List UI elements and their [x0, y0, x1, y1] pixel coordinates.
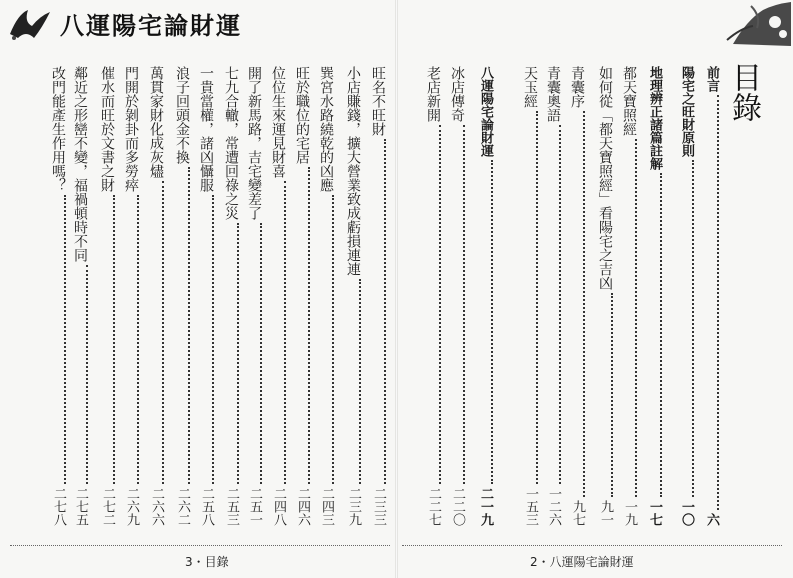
toc-entry[interactable] [522, 66, 538, 526]
toc-entry-page-number: 二五三 [224, 487, 239, 526]
toc-entry[interactable] [569, 66, 585, 526]
toc-entry[interactable] [72, 66, 88, 526]
toc-entry-page-number: 二七五 [73, 487, 88, 526]
toc-entry-page-number: 二二七 [426, 487, 441, 526]
toc-entry-title: 位位生來運見財喜 [270, 66, 286, 178]
toc-heading: 目錄 [726, 62, 761, 122]
toc-entry-page-number: 二五一 [247, 487, 262, 526]
dot-leader [188, 167, 190, 484]
dot-leader [284, 181, 286, 484]
toc-entry[interactable] [621, 66, 637, 526]
book-spine [395, 0, 398, 578]
toc-entry-title: 一貴當權，諸凶懾服 [198, 66, 214, 192]
toc-entry-title: 萬貫家財化成灰燼 [148, 66, 164, 178]
toc-entry[interactable] [123, 66, 139, 526]
toc-entry[interactable] [425, 66, 441, 526]
dot-leader [308, 167, 310, 484]
dot-leader [137, 195, 139, 484]
toc-entry[interactable] [370, 66, 386, 526]
toc-entry-page-number: 二二〇 [450, 487, 465, 526]
toc-entry[interactable] [99, 66, 115, 526]
toc-entry-title: 如何從「都天寶照經」看陽宅之吉凶 [597, 66, 613, 290]
toc-entry[interactable] [545, 66, 561, 526]
toc-entry-title: 開了新馬路，吉宅變差了 [246, 66, 262, 220]
dot-leader [463, 125, 465, 484]
dot-leader [439, 125, 441, 484]
toc-entry[interactable] [345, 66, 361, 526]
dot-leader [86, 265, 88, 484]
toc-entry-title: 門開於剝卦而多勞瘁 [123, 66, 139, 192]
toc-entry[interactable] [174, 66, 190, 526]
toc-entry-page-number: 一七 [647, 500, 662, 526]
toc-entry[interactable] [223, 66, 239, 526]
toc-entry-page-number: 二六二 [175, 487, 190, 526]
dot-leader [491, 160, 493, 484]
dot-leader [635, 139, 637, 497]
toc-entry-title: 都天寶照經 [621, 66, 637, 136]
toc-entry-page-number: 六 [704, 513, 719, 526]
dot-leader [260, 223, 262, 484]
toc-entry[interactable] [703, 66, 719, 526]
toc-entry-page-number: 九一 [598, 500, 613, 526]
brush-logo-icon [6, 4, 54, 44]
toc-entry-page-number: 二七二 [100, 487, 115, 526]
toc-entry[interactable] [148, 66, 164, 526]
dot-leader [559, 125, 561, 484]
toc-entry-title: 浪子回頭金不換 [174, 66, 190, 164]
toc-entry-title: 巽宮水路繞乾的凶應 [318, 66, 334, 192]
dot-leader [660, 173, 662, 497]
toc-entry-page-number: 一五三 [523, 487, 538, 526]
toc-entry-title: 小店賺錢，擴大營業致成虧損連連 [345, 66, 361, 276]
dot-leader [212, 195, 214, 484]
toc-entry-title: 旺名不旺財 [370, 66, 386, 136]
toc-entry-page-number: 一九 [622, 500, 637, 526]
toc-entry[interactable] [646, 66, 662, 526]
book-title: 八運陽宅論財運 [60, 12, 242, 40]
toc-entry[interactable] [678, 66, 694, 526]
left-footer-rule [10, 545, 390, 546]
toc-entry[interactable] [294, 66, 310, 526]
toc-entry[interactable] [449, 66, 465, 526]
dot-leader [384, 139, 386, 484]
toc-entry-page-number: 二六六 [149, 487, 164, 526]
toc-entry-page-number: 二七八 [51, 487, 66, 526]
right-page-footer: 2・八運陽宅論財運 [530, 555, 634, 569]
toc-entry[interactable] [477, 66, 493, 526]
toc-entry-title: 天玉經 [522, 66, 538, 108]
toc-entry[interactable] [270, 66, 286, 526]
dot-leader [162, 181, 164, 484]
right-footer-rule [402, 545, 782, 546]
dot-leader [359, 279, 361, 484]
dot-leader [583, 111, 585, 497]
toc-entry-title: 八運陽宅論財運 [478, 66, 493, 157]
toc-entry-title: 旺於職位的宅居 [294, 66, 310, 164]
toc-entry-title: 鄰近之形巒不變，福禍頓時不同 [72, 66, 88, 262]
toc-entry[interactable] [597, 66, 613, 526]
toc-entry-page-number: 二四六 [295, 487, 310, 526]
toc-entry-title: 老店新開 [425, 66, 441, 122]
dot-leader [536, 111, 538, 484]
dot-leader [113, 195, 115, 484]
toc-entry-title: 催水而旺於文書之財 [99, 66, 115, 192]
dot-leader [611, 293, 613, 497]
toc-entry-page-number: 二五八 [199, 487, 214, 526]
toc-entry-page-number: 二三三 [371, 487, 386, 526]
toc-entry-page-number: 二四八 [271, 487, 286, 526]
toc-entry[interactable] [318, 66, 334, 526]
toc-entry-page-number: 一二六 [546, 487, 561, 526]
toc-entry[interactable] [50, 66, 66, 526]
toc-entry-title: 青囊奧語 [545, 66, 561, 122]
toc-entry-title: 前言 [704, 66, 719, 92]
toc-entry-title: 七九合轍，常遭回祿之災 [223, 66, 239, 220]
toc-entry-title: 陽宅之旺財原則 [679, 66, 694, 157]
toc-entry-title: 冰店傳奇 [449, 66, 465, 122]
toc-entry-page-number: 一〇 [679, 500, 694, 526]
ink-plant-illustration-icon [723, 0, 793, 46]
toc-entry-page-number: 二四三 [319, 487, 334, 526]
toc-entry-page-number: 二一九 [478, 487, 493, 526]
dot-leader [332, 195, 334, 484]
dot-leader [64, 195, 66, 484]
toc-entry-title: 地理辨正諸篇註解 [647, 66, 662, 170]
toc-entry-title: 改門能產生作用嗎？ [50, 66, 66, 192]
dot-leader [237, 223, 239, 484]
dot-leader [717, 95, 719, 510]
toc-entry-page-number: 二六九 [124, 487, 139, 526]
left-page-footer: 3・目錄 [185, 555, 229, 569]
toc-entry[interactable] [246, 66, 262, 526]
dot-leader [692, 160, 694, 497]
toc-entry-page-number: 九七 [570, 500, 585, 526]
toc-entry-title: 青囊序 [569, 66, 585, 108]
toc-entry-page-number: 二三九 [346, 487, 361, 526]
toc-entry[interactable] [198, 66, 214, 526]
